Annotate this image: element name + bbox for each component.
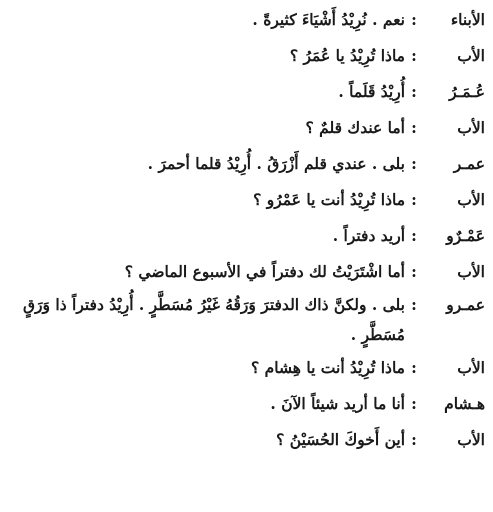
- utterance-text: أما اشْتَرَيْتُ لك دفتراً في الأسبوع الماضي ؟: [124, 262, 405, 281]
- colon-separator: :: [411, 118, 417, 137]
- utterance-text: بلى . ولكنَّ ذاك الدفترَ وَرَقُهُ غَيْرُ مُسَطَّرٍ . أُرِيْدُ دفتراً ذا وَرَقٍ: [23, 295, 405, 314]
- utterance-text: نعم . نُرِيْدُ أَشْيَاءَ كثيرةً .: [252, 10, 405, 29]
- dialogue-line-11: [6, 386, 485, 422]
- speaker-name: عمـرو: [446, 295, 485, 314]
- colon-separator: :: [411, 10, 417, 29]
- colon-separator: :: [411, 226, 417, 245]
- utterance-text: أنا ما أريد شيئاً الآنَ .: [270, 394, 405, 413]
- utterance-text: أما عندك قلمٌ ؟: [305, 118, 405, 137]
- speaker-name: الأب: [457, 262, 485, 281]
- dialogue-line-8: [6, 254, 485, 290]
- utterance-text: بلى . عندي قلم أَزْرَقُ . أُرِيْدُ قلما أحمرَ .: [147, 154, 405, 173]
- dialogue-line-4: [6, 110, 485, 146]
- utterance-text: أين أَخوكَ الحُسَيْنُ ؟: [276, 430, 405, 449]
- speaker-name: عَمْـرٌو: [446, 226, 485, 245]
- colon-separator: :: [411, 154, 417, 173]
- dialogue-line-3: [6, 74, 485, 110]
- colon-separator: :: [411, 430, 417, 449]
- utterance-text: أريد دفتراً .: [332, 226, 405, 245]
- utterance-continuation: مُسَطَّرٍ .: [350, 325, 405, 344]
- colon-separator: :: [411, 394, 417, 413]
- speaker-name: الأب: [457, 118, 485, 137]
- dialogue-line-12: [6, 422, 485, 458]
- speaker-name: الأب: [457, 358, 485, 377]
- speaker-name: الأب: [457, 190, 485, 209]
- utterance-text: ماذا تُرِيْدُ يا عُمَرُ ؟: [289, 46, 405, 65]
- speaker-name: الأب: [457, 46, 485, 65]
- speaker-name: الأبناء: [450, 10, 485, 29]
- colon-separator: :: [411, 190, 417, 209]
- utterance-text: ماذا تُرِيْدُ أنت يا هِشام ؟: [251, 358, 405, 377]
- colon-separator: :: [411, 262, 417, 281]
- colon-separator: :: [411, 82, 417, 101]
- colon-separator: :: [411, 295, 417, 314]
- speaker-name: عُـمَـرُ: [449, 82, 485, 101]
- speaker-name: هـشام: [444, 394, 485, 413]
- speaker-name: الأب: [457, 430, 485, 449]
- dialogue-line-7: [6, 218, 485, 254]
- dialogue-line-10: [6, 350, 485, 386]
- utterance-text: ماذا تُرِيْدُ أنت يا عَمْرُو ؟: [253, 190, 405, 209]
- dialogue-line-5: [6, 146, 485, 182]
- colon-separator: :: [411, 46, 417, 65]
- dialogue-line-2: [6, 38, 485, 74]
- speaker-name: عمـر: [453, 154, 485, 173]
- utterance-text: أُرِيْدُ قَلَماً .: [338, 82, 405, 101]
- colon-separator: :: [411, 358, 417, 377]
- dialogue-line-9: [6, 290, 485, 320]
- dialogue-line-6: [6, 182, 485, 218]
- dialogue-line-1: [6, 2, 485, 38]
